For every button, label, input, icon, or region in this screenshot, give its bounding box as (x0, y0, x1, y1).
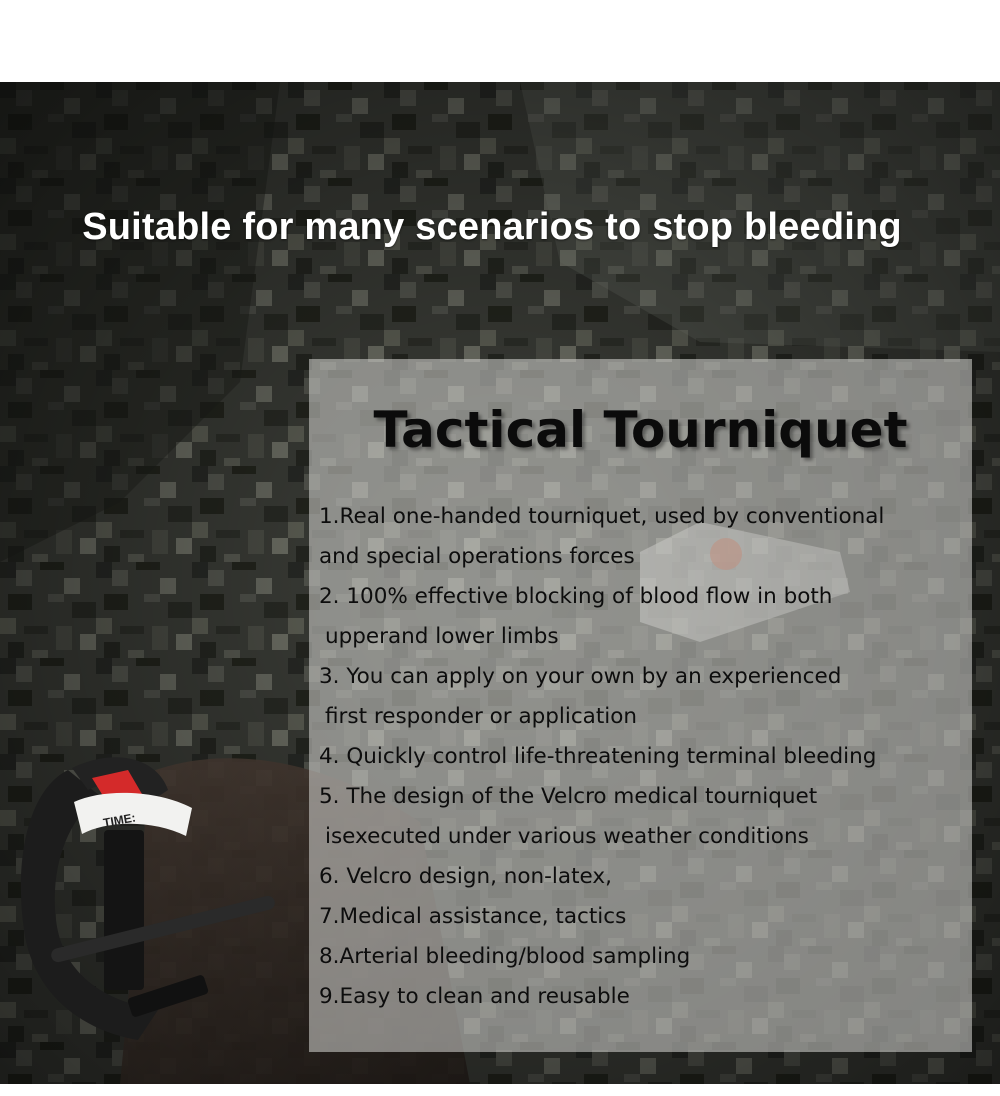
feature-line: isexecuted under various weather conditions (325, 824, 809, 849)
feature-list (319, 497, 971, 1017)
feature-line: 9.Easy to clean and reusable (319, 984, 630, 1009)
feature-item (319, 777, 971, 857)
feature-item (319, 657, 971, 737)
scenario-headline: Suitable for many scenarios to stop bleeding (82, 206, 902, 248)
feature-line: first responder or application (325, 704, 638, 729)
feature-line: 4. Quickly control life-threatening terminal bleeding (319, 744, 877, 769)
feature-item (319, 897, 971, 937)
feature-line: 7.Medical assistance, tactics (319, 904, 627, 929)
time-label: TIME: (102, 810, 137, 830)
feature-line: 5. The design of the Velcro medical tourniquet (319, 784, 818, 809)
feature-line: upperand lower limbs (325, 624, 559, 649)
feature-line: 3. You can apply on your own by an experienced (319, 664, 842, 689)
feature-item (319, 977, 971, 1017)
feature-line: 6. Velcro design, non-latex, (319, 864, 612, 889)
hero-banner (0, 82, 1000, 1084)
feature-line: 8.Arterial bleeding/blood sampling (319, 944, 691, 969)
buckle-body (104, 830, 144, 990)
feature-line: 2. 100% effective blocking of blood flow in both (319, 584, 833, 609)
feature-item (319, 497, 971, 577)
feature-panel (309, 359, 972, 1052)
feature-line: 1.Real one-handed tourniquet, used by conventional (319, 504, 885, 529)
feature-item (319, 937, 971, 977)
feature-item (319, 857, 971, 897)
product-title: Tactical Tourniquet (373, 401, 908, 459)
feature-item (319, 577, 971, 657)
tourniquet-product-image (8, 750, 298, 1050)
feature-line: and special operations forces (319, 544, 635, 569)
windlass-rod (50, 894, 277, 963)
feature-item (319, 737, 971, 777)
